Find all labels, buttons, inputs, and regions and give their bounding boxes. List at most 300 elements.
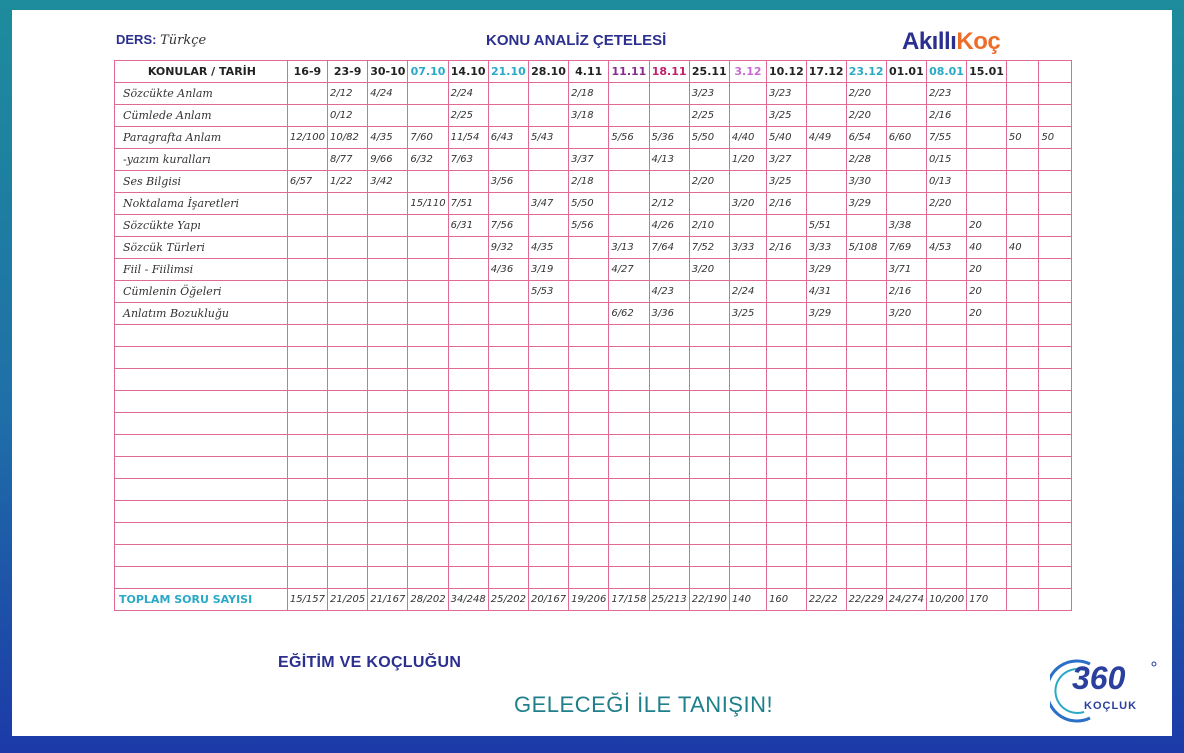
- empty-cell: [1006, 347, 1039, 369]
- score-cell: 4/36: [488, 259, 528, 281]
- empty-cell: [766, 523, 806, 545]
- topic-analysis-table: [114, 60, 1072, 611]
- table-row: [115, 171, 1072, 193]
- empty-row: [115, 479, 1072, 501]
- empty-cell: [368, 457, 408, 479]
- topic-label: Anlatım Bozukluğu: [115, 303, 288, 325]
- empty-cell: [926, 391, 966, 413]
- empty-cell: [649, 325, 689, 347]
- empty-cell: [328, 523, 368, 545]
- empty-cell: [1006, 545, 1039, 567]
- empty-cell: [806, 567, 846, 589]
- score-cell: [926, 281, 966, 303]
- total-cell: 17/158: [609, 589, 649, 611]
- score-cell: [1039, 149, 1072, 171]
- empty-cell: [408, 501, 448, 523]
- score-cell: 2/20: [689, 171, 729, 193]
- date-header: 16-9: [287, 61, 327, 83]
- score-cell: [408, 171, 448, 193]
- empty-cell: [408, 523, 448, 545]
- empty-cell: [528, 435, 568, 457]
- empty-cell: [846, 347, 886, 369]
- empty-topic-cell: [115, 435, 288, 457]
- empty-cell: [448, 523, 488, 545]
- total-cell: 10/200: [926, 589, 966, 611]
- score-cell: 6/32: [408, 149, 448, 171]
- empty-cell: [926, 501, 966, 523]
- score-cell: 4/49: [806, 127, 846, 149]
- empty-cell: [649, 501, 689, 523]
- empty-cell: [287, 325, 327, 347]
- empty-cell: [569, 567, 609, 589]
- empty-cell: [649, 567, 689, 589]
- score-cell: [729, 83, 766, 105]
- score-cell: [488, 281, 528, 303]
- score-cell: [649, 83, 689, 105]
- score-cell: 3/29: [806, 259, 846, 281]
- total-cell: 22/190: [689, 589, 729, 611]
- empty-cell: [766, 413, 806, 435]
- empty-cell: [448, 567, 488, 589]
- score-cell: 5/108: [846, 237, 886, 259]
- score-cell: 0/12: [328, 105, 368, 127]
- score-cell: [1006, 193, 1039, 215]
- subject-value: Türkçe: [160, 33, 207, 48]
- score-cell: 20: [967, 303, 1007, 325]
- empty-cell: [328, 501, 368, 523]
- score-cell: [806, 149, 846, 171]
- empty-topic-cell: [115, 391, 288, 413]
- score-cell: 5/50: [569, 193, 609, 215]
- empty-cell: [649, 369, 689, 391]
- score-cell: [368, 105, 408, 127]
- empty-cell: [1039, 457, 1072, 479]
- score-cell: [287, 237, 327, 259]
- score-cell: 7/69: [886, 237, 926, 259]
- total-cell: 21/205: [328, 589, 368, 611]
- score-cell: 4/35: [528, 237, 568, 259]
- score-cell: [886, 105, 926, 127]
- score-cell: 20: [967, 281, 1007, 303]
- empty-cell: [328, 413, 368, 435]
- empty-cell: [846, 523, 886, 545]
- empty-cell: [1006, 457, 1039, 479]
- slogan-line-1: EĞİTİM VE KOÇLUĞUN: [278, 654, 462, 671]
- score-cell: [926, 215, 966, 237]
- score-cell: 3/36: [649, 303, 689, 325]
- empty-cell: [1006, 567, 1039, 589]
- empty-cell: [886, 567, 926, 589]
- score-cell: 5/56: [569, 215, 609, 237]
- empty-cell: [1039, 567, 1072, 589]
- empty-cell: [689, 413, 729, 435]
- date-header: 21.10: [488, 61, 528, 83]
- table-row: [115, 303, 1072, 325]
- topic-label: Sözcük Türleri: [115, 237, 288, 259]
- score-cell: 2/18: [569, 83, 609, 105]
- empty-cell: [528, 347, 568, 369]
- empty-cell: [766, 435, 806, 457]
- score-cell: [766, 281, 806, 303]
- total-cell: 22/22: [806, 589, 846, 611]
- score-cell: [806, 171, 846, 193]
- empty-cell: [886, 545, 926, 567]
- empty-row: [115, 545, 1072, 567]
- empty-cell: [689, 347, 729, 369]
- empty-cell: [569, 523, 609, 545]
- brand-word: KOÇLUK: [1084, 700, 1138, 712]
- empty-cell: [689, 457, 729, 479]
- score-cell: [368, 303, 408, 325]
- empty-cell: [408, 347, 448, 369]
- score-cell: 2/12: [328, 83, 368, 105]
- score-cell: [926, 259, 966, 281]
- empty-cell: [569, 501, 609, 523]
- score-cell: 7/55: [926, 127, 966, 149]
- score-cell: [528, 171, 568, 193]
- score-cell: 3/29: [806, 303, 846, 325]
- score-cell: 3/23: [689, 83, 729, 105]
- empty-cell: [368, 369, 408, 391]
- score-cell: [287, 83, 327, 105]
- empty-cell: [368, 523, 408, 545]
- empty-cell: [1006, 391, 1039, 413]
- score-cell: [609, 149, 649, 171]
- score-cell: [1039, 259, 1072, 281]
- empty-cell: [1039, 347, 1072, 369]
- empty-cell: [649, 479, 689, 501]
- score-cell: 4/26: [649, 215, 689, 237]
- score-cell: [287, 303, 327, 325]
- score-cell: [1006, 105, 1039, 127]
- score-cell: 3/33: [729, 237, 766, 259]
- score-cell: 2/25: [689, 105, 729, 127]
- empty-cell: [448, 479, 488, 501]
- empty-topic-cell: [115, 567, 288, 589]
- score-cell: [766, 303, 806, 325]
- empty-cell: [1006, 369, 1039, 391]
- score-cell: [528, 149, 568, 171]
- empty-cell: [609, 545, 649, 567]
- empty-row: [115, 501, 1072, 523]
- empty-cell: [368, 325, 408, 347]
- empty-cell: [448, 325, 488, 347]
- score-cell: 5/50: [689, 127, 729, 149]
- empty-cell: [488, 523, 528, 545]
- score-cell: 6/43: [488, 127, 528, 149]
- empty-cell: [689, 391, 729, 413]
- score-cell: [886, 193, 926, 215]
- empty-cell: [408, 435, 448, 457]
- empty-cell: [609, 457, 649, 479]
- score-cell: [967, 149, 1007, 171]
- score-cell: [649, 171, 689, 193]
- score-cell: [488, 83, 528, 105]
- empty-row: [115, 567, 1072, 589]
- score-cell: [408, 215, 448, 237]
- empty-cell: [448, 369, 488, 391]
- score-cell: 40: [967, 237, 1007, 259]
- empty-cell: [926, 325, 966, 347]
- empty-cell: [368, 347, 408, 369]
- score-cell: 2/20: [926, 193, 966, 215]
- empty-cell: [1039, 545, 1072, 567]
- score-cell: [1006, 215, 1039, 237]
- score-cell: 2/16: [886, 281, 926, 303]
- empty-row: [115, 523, 1072, 545]
- score-cell: 4/53: [926, 237, 966, 259]
- subject-field: [116, 32, 206, 48]
- empty-cell: [528, 567, 568, 589]
- empty-row: [115, 325, 1072, 347]
- brand-360-logo: [1050, 656, 1160, 726]
- empty-cell: [569, 457, 609, 479]
- date-header: 30-10: [368, 61, 408, 83]
- score-cell: 10/82: [328, 127, 368, 149]
- empty-cell: [806, 545, 846, 567]
- empty-cell: [609, 391, 649, 413]
- empty-cell: [528, 369, 568, 391]
- score-cell: [287, 149, 327, 171]
- total-cell: 20/167: [528, 589, 568, 611]
- empty-cell: [729, 457, 766, 479]
- score-cell: [609, 83, 649, 105]
- score-cell: [328, 193, 368, 215]
- empty-cell: [729, 391, 766, 413]
- score-cell: [569, 281, 609, 303]
- empty-cell: [649, 347, 689, 369]
- empty-cell: [689, 435, 729, 457]
- empty-cell: [846, 369, 886, 391]
- empty-cell: [689, 325, 729, 347]
- empty-cell: [488, 567, 528, 589]
- total-cell: 22/229: [846, 589, 886, 611]
- empty-cell: [766, 479, 806, 501]
- score-cell: [967, 193, 1007, 215]
- total-cell: 160: [766, 589, 806, 611]
- empty-cell: [528, 391, 568, 413]
- empty-cell: [967, 545, 1007, 567]
- empty-cell: [408, 457, 448, 479]
- table-row: [115, 83, 1072, 105]
- empty-cell: [609, 435, 649, 457]
- empty-cell: [569, 479, 609, 501]
- score-cell: 3/20: [689, 259, 729, 281]
- score-cell: [1006, 259, 1039, 281]
- empty-cell: [287, 435, 327, 457]
- score-cell: [448, 259, 488, 281]
- score-cell: [448, 303, 488, 325]
- score-cell: 7/52: [689, 237, 729, 259]
- empty-cell: [609, 325, 649, 347]
- score-cell: [488, 105, 528, 127]
- score-cell: [729, 259, 766, 281]
- date-header: 17.12: [806, 61, 846, 83]
- date-header: 08.01: [926, 61, 966, 83]
- empty-cell: [766, 501, 806, 523]
- corner-label: KONULAR / TARİH: [115, 61, 288, 83]
- content-card: [12, 10, 1172, 736]
- empty-cell: [729, 347, 766, 369]
- empty-cell: [649, 391, 689, 413]
- empty-cell: [1039, 413, 1072, 435]
- topic-label: Cümlenin Öğeleri: [115, 281, 288, 303]
- score-cell: 5/56: [609, 127, 649, 149]
- score-cell: [967, 171, 1007, 193]
- empty-cell: [448, 457, 488, 479]
- empty-cell: [609, 413, 649, 435]
- empty-cell: [287, 369, 327, 391]
- logo-part1: Akıllı: [902, 28, 957, 55]
- empty-cell: [729, 413, 766, 435]
- empty-cell: [649, 413, 689, 435]
- empty-cell: [528, 523, 568, 545]
- table-row: [115, 237, 1072, 259]
- score-cell: [1039, 215, 1072, 237]
- empty-cell: [926, 457, 966, 479]
- empty-cell: [287, 347, 327, 369]
- score-cell: 15/110: [408, 193, 448, 215]
- empty-cell: [926, 567, 966, 589]
- date-header: 3.12: [729, 61, 766, 83]
- score-cell: [1039, 105, 1072, 127]
- empty-cell: [886, 457, 926, 479]
- empty-cell: [846, 435, 886, 457]
- table-row: [115, 105, 1072, 127]
- empty-cell: [729, 501, 766, 523]
- empty-cell: [886, 501, 926, 523]
- empty-cell: [528, 545, 568, 567]
- score-cell: 5/40: [766, 127, 806, 149]
- score-cell: 6/60: [886, 127, 926, 149]
- table-row: [115, 127, 1072, 149]
- empty-cell: [967, 325, 1007, 347]
- empty-topic-cell: [115, 413, 288, 435]
- date-header: [1039, 61, 1072, 83]
- empty-cell: [766, 325, 806, 347]
- score-cell: [926, 303, 966, 325]
- empty-cell: [967, 369, 1007, 391]
- score-cell: 3/19: [528, 259, 568, 281]
- empty-cell: [569, 545, 609, 567]
- score-cell: [689, 303, 729, 325]
- topic-label: Sözcükte Yapı: [115, 215, 288, 237]
- empty-cell: [967, 457, 1007, 479]
- score-cell: [846, 259, 886, 281]
- empty-cell: [886, 325, 926, 347]
- empty-cell: [408, 413, 448, 435]
- score-cell: [609, 105, 649, 127]
- score-cell: [368, 237, 408, 259]
- score-cell: 3/13: [609, 237, 649, 259]
- score-cell: 7/60: [408, 127, 448, 149]
- logo-part2: Koç: [956, 28, 1001, 55]
- score-cell: 3/71: [886, 259, 926, 281]
- score-cell: [287, 193, 327, 215]
- empty-cell: [926, 347, 966, 369]
- total-cell: 25/213: [649, 589, 689, 611]
- score-cell: 0/15: [926, 149, 966, 171]
- subject-label: DERS:: [116, 32, 157, 47]
- empty-cell: [488, 369, 528, 391]
- score-cell: 7/56: [488, 215, 528, 237]
- empty-cell: [368, 435, 408, 457]
- empty-cell: [1039, 325, 1072, 347]
- score-cell: 4/27: [609, 259, 649, 281]
- score-cell: [649, 105, 689, 127]
- score-cell: [368, 215, 408, 237]
- empty-cell: [649, 457, 689, 479]
- date-header: 07.10: [408, 61, 448, 83]
- score-cell: 9/32: [488, 237, 528, 259]
- empty-cell: [846, 413, 886, 435]
- score-cell: 2/20: [846, 83, 886, 105]
- score-cell: 11/54: [448, 127, 488, 149]
- totals-row: [115, 589, 1072, 611]
- empty-cell: [408, 325, 448, 347]
- score-cell: [689, 149, 729, 171]
- score-cell: [569, 303, 609, 325]
- score-cell: [1039, 193, 1072, 215]
- empty-cell: [448, 501, 488, 523]
- score-cell: [1006, 303, 1039, 325]
- empty-cell: [967, 501, 1007, 523]
- score-cell: 2/18: [569, 171, 609, 193]
- empty-cell: [886, 413, 926, 435]
- date-header: 01.01: [886, 61, 926, 83]
- score-cell: 3/56: [488, 171, 528, 193]
- empty-cell: [488, 479, 528, 501]
- empty-cell: [448, 413, 488, 435]
- score-cell: 6/62: [609, 303, 649, 325]
- empty-cell: [806, 523, 846, 545]
- score-cell: 50: [1039, 127, 1072, 149]
- score-cell: [729, 171, 766, 193]
- empty-cell: [689, 501, 729, 523]
- empty-cell: [488, 347, 528, 369]
- score-cell: 3/25: [766, 105, 806, 127]
- score-cell: [488, 193, 528, 215]
- score-cell: [287, 105, 327, 127]
- score-cell: [488, 149, 528, 171]
- score-cell: 2/24: [729, 281, 766, 303]
- empty-cell: [766, 391, 806, 413]
- empty-cell: [328, 567, 368, 589]
- empty-cell: [569, 413, 609, 435]
- empty-cell: [609, 501, 649, 523]
- score-cell: [408, 259, 448, 281]
- empty-cell: [448, 347, 488, 369]
- score-cell: [806, 193, 846, 215]
- score-cell: [1039, 237, 1072, 259]
- total-cell: 140: [729, 589, 766, 611]
- topic-label: -yazım kuralları: [115, 149, 288, 171]
- empty-cell: [926, 369, 966, 391]
- score-cell: 2/24: [448, 83, 488, 105]
- date-header: 23-9: [328, 61, 368, 83]
- score-cell: 2/10: [689, 215, 729, 237]
- empty-cell: [729, 435, 766, 457]
- date-header: 25.11: [689, 61, 729, 83]
- empty-cell: [846, 457, 886, 479]
- akillikoc-logo: [902, 28, 1000, 56]
- date-header: 10.12: [766, 61, 806, 83]
- score-cell: [886, 83, 926, 105]
- empty-cell: [609, 567, 649, 589]
- empty-cell: [806, 435, 846, 457]
- date-header: 18.11: [649, 61, 689, 83]
- total-cell: 15/157: [287, 589, 327, 611]
